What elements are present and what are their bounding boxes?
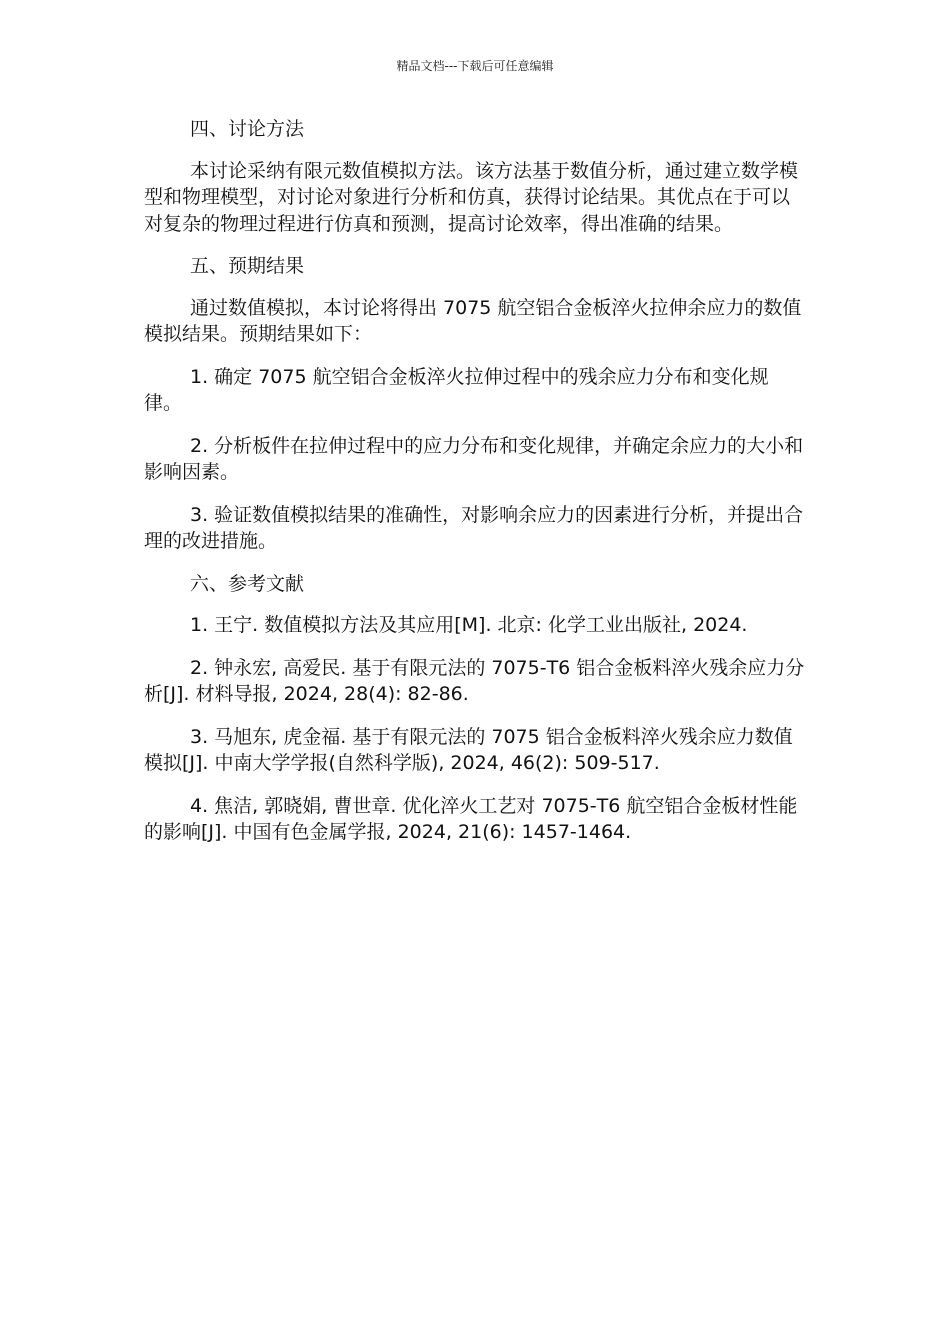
section-title-methods: 四、讨论方法	[190, 118, 305, 140]
methods-paragraph: 本讨论采纳有限元数值模拟方法。该方法基于数值分析，通过建立数学模型和物理模型，对讨论对象进行分析和仿真，获得讨论结果。其优点在于可以对复杂的物理过程进行仿真和预测，提高讨论效率，得出准确的结果。	[144, 159, 799, 235]
reference-item: 4. 焦洁, 郭晓娟, 曹世章. 优化淬火工艺对 7075-T6 航空铝合金板材性能的影响[J]. 中国有色金属学报, 2024, 21(6): 1457-1464.	[144, 794, 798, 843]
page-header: 精品文档---下载后可任意编辑	[396, 59, 554, 73]
section-title-references: 六、参考文献	[190, 572, 305, 595]
reference-item: 1. 王宁. 数值模拟方法及其应用[M]. 北京: 化学工业出版社, 2024.	[190, 614, 748, 636]
reference-item: 2. 钟永宏, 高爱民. 基于有限元法的 7075-T6 铝合金板料淬火残余应力分析[J]. 材料导报, 2024, 28(4): 82-86.	[144, 656, 805, 705]
expected-result-item: 3. 验证数值模拟结果的准确性，对影响余应力的因素进行分析，并提出合理的改进措施。	[144, 503, 804, 552]
expected-results-paragraph: 通过数值模拟，本讨论将得出 7075 航空铝合金板淬火拉伸余应力的数值模拟结果。预期结果如下：	[144, 296, 802, 345]
section-title-expected-results: 五、预期结果	[190, 255, 305, 277]
document-body	[144, 116, 806, 846]
expected-result-item: 1. 确定 7075 航空铝合金板淬火拉伸过程中的残余应力分布和变化规律。	[144, 365, 769, 414]
reference-item: 3. 马旭东, 虎金福. 基于有限元法的 7075 铝合金板料淬火残余应力数值模拟[J]. 中南大学学报(自然科学版), 2024, 46(2): 509-517.	[144, 725, 793, 774]
expected-result-item: 2. 分析板件在拉伸过程中的应力分布和变化规律，并确定余应力的大小和影响因素。	[144, 434, 804, 483]
